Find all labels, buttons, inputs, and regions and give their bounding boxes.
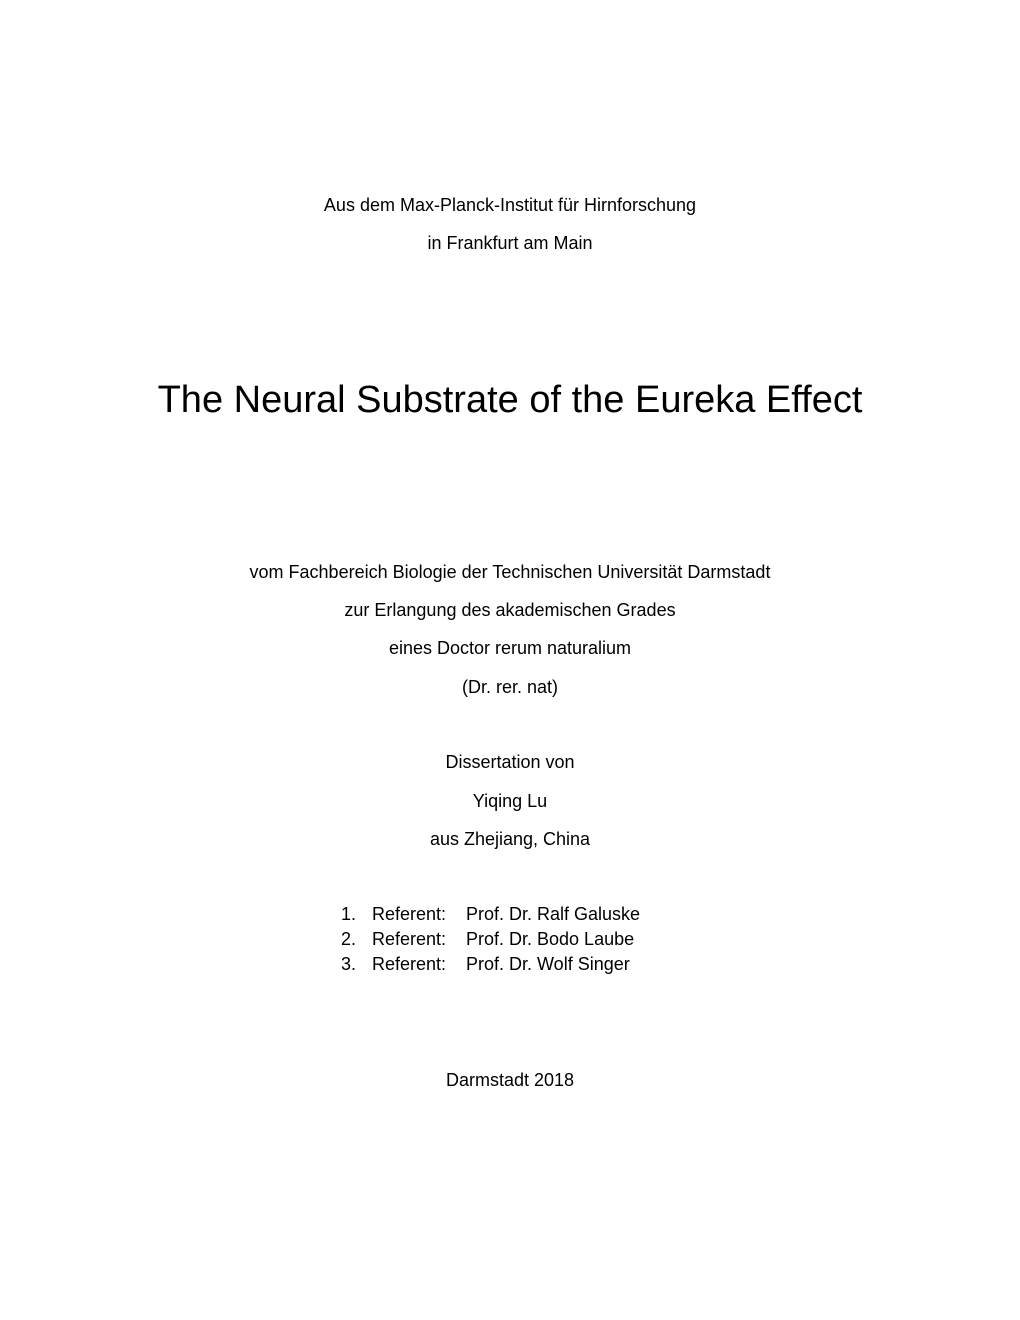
referee-item	[341, 902, 640, 927]
referee-name: Prof. Dr. Ralf Galuske	[466, 904, 641, 924]
referee-list	[341, 902, 640, 977]
referee-item	[341, 927, 640, 952]
referee-name: Prof. Dr. Bodo Laube	[466, 929, 635, 949]
institute-line-2: in Frankfurt am Main	[427, 233, 593, 253]
submission-line-2: zur Erlangung des akademischen Grades	[344, 600, 676, 620]
referee-number: 2.	[341, 929, 357, 949]
submission-line-3: eines Doctor rerum naturalium	[388, 638, 632, 658]
dissertation-label: Dissertation von	[445, 752, 575, 772]
page-title: The Neural Substrate of the Eureka Effect	[157, 379, 863, 421]
author-origin: aus Zhejiang, China	[429, 829, 591, 849]
referee-name: Prof. Dr. Wolf Singer	[466, 954, 630, 974]
referee-role: Referent:	[372, 954, 447, 974]
author-name: Yiqing Lu	[472, 791, 548, 811]
place-date: Darmstadt 2018	[445, 1070, 575, 1090]
referee-number: 3.	[341, 954, 357, 974]
referee-role: Referent:	[372, 904, 447, 924]
referee-item	[341, 952, 640, 977]
submission-line-4: (Dr. rer. nat)	[461, 677, 559, 697]
referee-number: 1.	[341, 904, 357, 924]
institute-line-1: Aus dem Max-Planck-Institut für Hirnforschung	[323, 195, 697, 215]
referee-role: Referent:	[372, 929, 447, 949]
submission-line-1: vom Fachbereich Biologie der Technischen Universität Darmstadt	[249, 562, 771, 582]
